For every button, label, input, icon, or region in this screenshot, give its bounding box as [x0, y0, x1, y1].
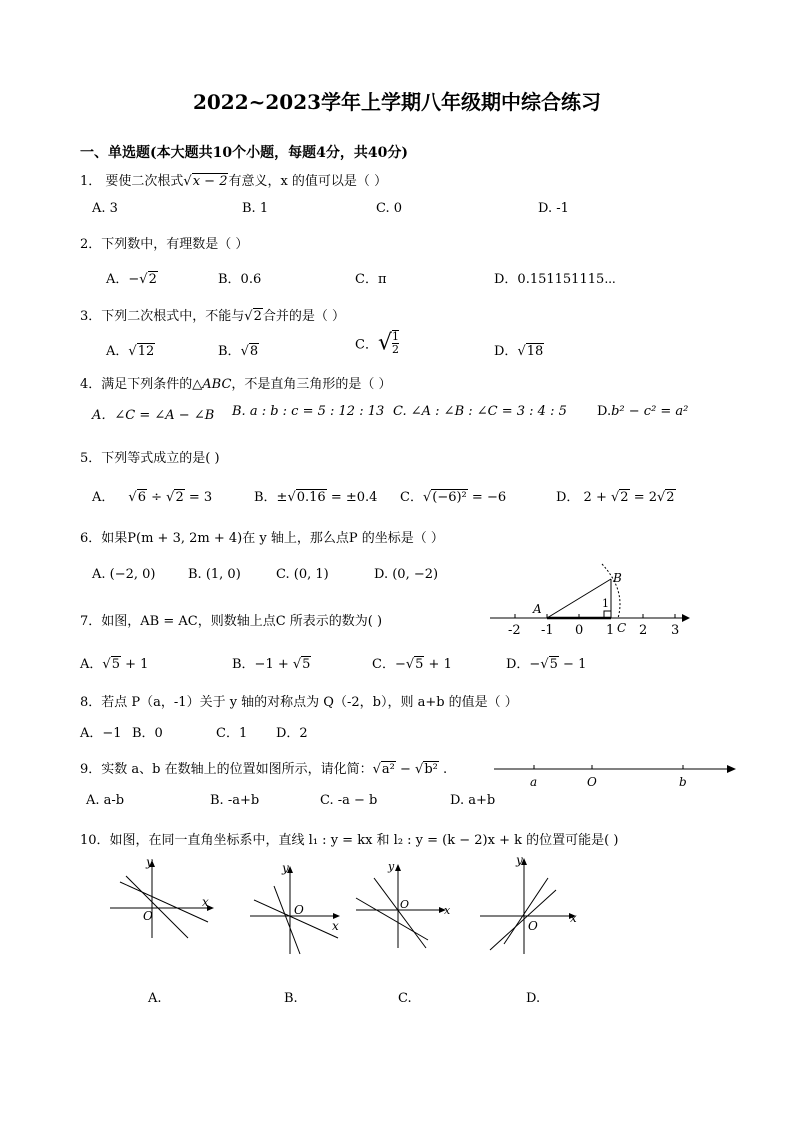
q1-prefix: 1． 要使二次根式 — [80, 174, 184, 189]
q4-triangle: △ABC — [192, 377, 232, 392]
q3-option-c[interactable]: C．√ $\frac{1}{2}$ — [355, 330, 399, 356]
q10-c-origin-label: O — [400, 898, 410, 911]
q3-c-numerator: 1 — [391, 330, 399, 343]
q7-option-d[interactable]: D．−√5 − 1 — [506, 657, 587, 672]
q10-a-x-label: x — [202, 895, 209, 909]
q6-option-d[interactable]: D. (0, −2) — [374, 567, 439, 582]
question-9-stem: 9．实数 a、b 在数轴上的位置如图所示，请化简：√a² − √b² . — [80, 762, 448, 777]
q7-axis-arrow — [682, 614, 690, 622]
q3-option-a[interactable]: A．√12 — [106, 344, 155, 359]
q1-option-a[interactable]: A. 3 — [92, 201, 118, 216]
q9-option-c[interactable]: C. -a − b — [320, 793, 378, 808]
q7-tick-label-5: 3 — [671, 623, 680, 638]
q3-suffix: 合并的是（ ） — [262, 309, 345, 324]
q7-tick-label-1: -1 — [541, 623, 554, 638]
q9-option-b[interactable]: B. -a+b — [210, 793, 260, 808]
q7-a-radicand: 5 — [111, 657, 120, 672]
question-5-stem: 5．下列等式成立的是( ) — [80, 451, 220, 466]
q7-c-label: C．− — [372, 657, 406, 672]
q10-d-line-2 — [504, 878, 548, 944]
q2-a-radicand: 2 — [148, 272, 157, 287]
q10-graph-b — [246, 856, 346, 956]
q5-option-c[interactable]: C．√(−6)² = −6 — [400, 490, 507, 505]
q7-label-c: C — [617, 621, 627, 635]
q7-a-end: + 1 — [120, 657, 149, 672]
q6-option-b[interactable]: B. (1, 0) — [188, 567, 241, 582]
q10-b-y-label: y — [282, 861, 289, 875]
q2-a-label: A．− — [106, 272, 140, 287]
q10-c-y-label: y — [388, 860, 395, 873]
q7-a-label: A． — [80, 657, 103, 672]
q5-a-end: = 3 — [184, 490, 213, 505]
q7-label-a: A — [533, 602, 542, 616]
q7-tick-label-3: 1 — [606, 623, 615, 638]
q1-option-d[interactable]: D. -1 — [538, 201, 569, 216]
q3-d-radicand: 18 — [526, 344, 544, 359]
q7-d-label: D．− — [506, 657, 541, 672]
question-8-stem: 8．若点 P（a，-1）关于 y 轴的对称点为 Q（-2，b），则 a+b 的值是（ ） — [80, 695, 518, 710]
q8-option-a[interactable]: A．−1 — [80, 726, 122, 741]
q9-suffix: . — [438, 762, 448, 777]
q2-option-d[interactable]: D．0.151151115⋯ — [494, 272, 616, 287]
q3-c-denominator: 2 — [391, 343, 399, 356]
q3-a-label: A． — [106, 344, 129, 359]
question-10-stem: 10．如图，在同一直角坐标系中，直线 l₁ : y = kx 和 l₂ : y = (k − 2)x + k 的位置可能是( ) — [80, 833, 619, 848]
q9-axis-arrow — [727, 765, 736, 773]
q10-d-origin-label: O — [528, 919, 538, 933]
q10-a-y-label: y — [146, 855, 153, 869]
q5-b-radicand: 0.16 — [296, 490, 326, 505]
q7-option-c[interactable]: C．−√5 + 1 — [372, 657, 452, 672]
q4-d-prefix: D. — [597, 404, 612, 419]
q5-d-mid: = 2 — [629, 490, 657, 505]
q10-a-line-2 — [126, 876, 188, 938]
q3-c-label: C． — [355, 337, 378, 353]
q10-graph-d — [476, 850, 586, 960]
q10-option-b[interactable]: B. — [284, 991, 298, 1006]
q10-c-x-label: x — [444, 904, 451, 917]
q5-a-rad1: 6 — [137, 490, 146, 505]
q5-c-label: C． — [400, 490, 423, 505]
q6-option-a[interactable]: A. (−2, 0) — [92, 567, 156, 582]
q5-a-div: ÷ — [146, 490, 167, 505]
q3-c-fraction — [392, 330, 399, 356]
q10-graph-c — [352, 854, 458, 950]
q5-a-rad2: 2 — [175, 490, 184, 505]
q3-option-b[interactable]: B．√8 — [218, 344, 259, 359]
q3-a-radicand: 12 — [137, 344, 155, 359]
q4-d-expression: b² − c² = a² — [611, 404, 689, 419]
q9-rad2: b² — [424, 762, 438, 777]
q2-option-c[interactable]: C．π — [355, 272, 387, 287]
q10-b-x-label: x — [332, 919, 339, 933]
q9-label-b: b — [679, 775, 687, 789]
question-6-stem: 6．如果P(m + 3, 2m + 4)在 y 轴上，那么点P 的坐标是（ ） — [80, 531, 444, 546]
q10-b-origin-label: O — [294, 903, 304, 917]
q9-option-d[interactable]: D. a+b — [450, 793, 496, 808]
q9-option-a[interactable]: A. a-b — [86, 793, 125, 808]
q4-prefix: 4．满足下列条件的 — [80, 377, 193, 392]
q3-b-radicand: 8 — [249, 344, 259, 359]
q10-graph-a — [106, 852, 222, 942]
question-7-stem: 7．如图，AB = AC，则数轴上点C 所表示的数为( ) — [80, 614, 383, 629]
q7-tick-label-0: -2 — [508, 623, 521, 638]
q5-c-end: = −6 — [467, 490, 507, 505]
q9-prefix: 9．实数 a、b 在数轴上的位置如图所示，请化简： — [80, 762, 373, 777]
q7-option-a[interactable]: A．√5 + 1 — [80, 657, 149, 672]
page-title: 2022~2023学年上学期八年级期中综合练习 — [192, 90, 602, 114]
q9-mid: − — [395, 762, 416, 777]
q10-c-y-arrow — [395, 864, 401, 871]
q10-d-x-label: x — [570, 911, 577, 925]
q5-option-d[interactable]: D． 2 + √2 = 2√2 — [556, 490, 675, 505]
q7-b-radicand: 5 — [302, 657, 311, 672]
q7-tick-label-2: 0 — [575, 623, 584, 638]
q9-label-o: O — [587, 775, 597, 789]
q5-d-rad2: 2 — [666, 490, 675, 505]
q7-c-end: + 1 — [424, 657, 452, 672]
q7-tick-label-4: 2 — [639, 623, 648, 638]
q9-number-line-figure — [492, 756, 740, 792]
q4-suffix: ，不是直角三角形的是（ ） — [231, 377, 392, 392]
q7-c-radicand: 5 — [415, 657, 424, 672]
q10-a-origin-label: O — [143, 909, 153, 923]
q5-c-radicand: (−6)² — [432, 490, 467, 505]
q10-option-a[interactable]: A. — [148, 991, 162, 1006]
q10-c-line-1 — [356, 898, 428, 940]
q2-option-a[interactable]: A．−√2 — [106, 272, 157, 287]
q7-label-one: 1 — [602, 597, 609, 610]
q7-d-radicand: 5 — [549, 657, 558, 672]
q3-b-label: B． — [218, 344, 241, 359]
q10-d-y-label: y — [516, 853, 523, 867]
q5-a-label: A． — [92, 490, 115, 505]
q3-prefix: 3．下列二次根式中，不能与 — [80, 309, 245, 324]
q3-option-d[interactable]: D．√18 — [494, 344, 544, 359]
q8-option-b[interactable]: B．0 — [132, 726, 163, 741]
q1-radicand: x − 2 — [192, 174, 228, 189]
question-3-stem: 3．下列二次根式中，不能与√2合并的是（ ） — [80, 309, 345, 324]
q4-option-c[interactable]: C. ∠A : ∠B : ∠C = 3 : 4 : 5 — [393, 404, 567, 419]
q5-d-rad1: 2 — [620, 490, 629, 505]
q3-radicand: 2 — [253, 309, 262, 324]
q9-rad1: a² — [381, 762, 395, 777]
q3-d-label: D． — [494, 344, 518, 359]
q4-option-a[interactable]: A．∠C = ∠A − ∠B — [92, 408, 215, 423]
q10-option-d[interactable]: D. — [526, 991, 541, 1006]
q10-option-c[interactable]: C. — [398, 991, 412, 1006]
q10-a-line-1 — [120, 882, 208, 922]
q7-label-b: B — [613, 571, 622, 585]
q1-option-c[interactable]: C. 0 — [376, 201, 403, 216]
q1-suffix: 有意义，x 的值可以是（ ） — [228, 174, 388, 189]
q2-option-b[interactable]: B．0.6 — [218, 272, 262, 287]
q5-d-label: D． 2 + — [556, 490, 611, 505]
q4-option-b[interactable]: B. a : b : c = 5 : 12 : 13 — [232, 404, 385, 419]
q5-b-label: B．± — [254, 490, 288, 505]
q4-option-d[interactable] — [597, 404, 688, 419]
q7-option-b[interactable]: B．−1 + √5 — [232, 657, 311, 672]
q5-option-b[interactable]: B．±√0.16 = ±0.4 — [254, 490, 378, 505]
question-2-stem: 2．下列数中，有理数是（ ） — [80, 237, 249, 252]
question-1-stem: 1． 要使二次根式√x − 2有意义，x 的值可以是（ ） — [80, 174, 388, 189]
q1-option-b[interactable]: B. 1 — [242, 201, 269, 216]
q9-label-a: a — [530, 775, 538, 789]
q8-option-d[interactable]: D．2 — [276, 726, 308, 741]
q5-b-end: = ±0.4 — [326, 490, 378, 505]
q7-b-label: B．−1 + — [232, 657, 293, 672]
q5-option-a[interactable]: A． √6 ÷ √2 = 3 — [92, 490, 213, 505]
question-4-stem — [80, 373, 392, 392]
q7-d-end: − 1 — [558, 657, 587, 672]
q8-option-c[interactable]: C．1 — [216, 726, 248, 741]
section-heading: 一、单选题(本大题共10个小题，每题4分，共40分) — [80, 145, 408, 161]
q10-d-line-1 — [490, 890, 556, 950]
q7-number-line-figure — [486, 560, 696, 642]
q10-b-line-2 — [274, 886, 300, 954]
q6-option-c[interactable]: C. (0, 1) — [276, 567, 329, 582]
